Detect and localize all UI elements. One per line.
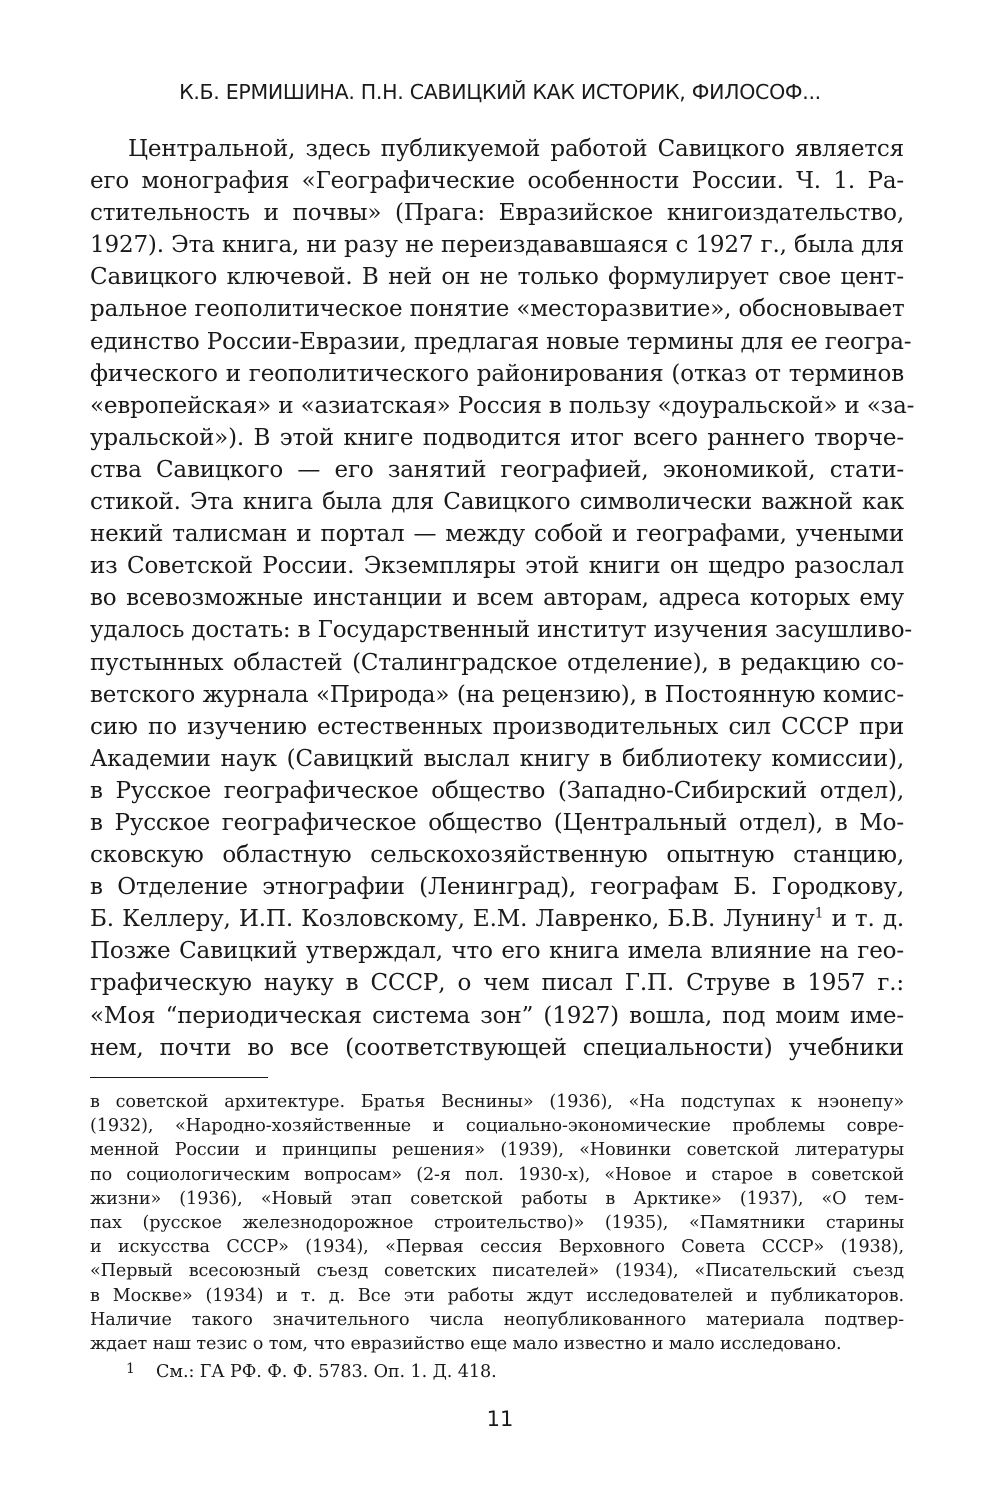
footnote-line: пах (русское железнодорожное строительство)» (1935), «Памятники старины — [90, 1212, 904, 1233]
running-head: К.Б. ЕРМИШИНА. П.Н. САВИЦКИЙ КАК ИСТОРИК, ФИЛОСОФ... — [179, 80, 821, 104]
text-line: «Моя “периодическая система зон” (1927) вошла, под моим име- — [90, 1002, 904, 1029]
footnotes — [90, 1090, 904, 1384]
text-line: в Отделение этнографии (Ленинград), географам Б. Городкову, — [90, 874, 904, 901]
footnote-line: менной России и принципы решения» (1939), «Новинки советской литературы — [90, 1140, 904, 1161]
footnote-divider — [90, 1077, 268, 1078]
text-line: его монография «Географические особенности России. Ч. 1. Ра- — [90, 168, 904, 195]
footnote-line: жизни» (1936), «Новый этап советской работы в Арктике» (1937), «О тем- — [90, 1188, 904, 1209]
text-line: удалось достать: в Государственный институт изучения засушливо- — [90, 617, 913, 644]
line-main-part: Б. Келлеру, И.П. Козловскому, Е.М. Лавренко, Б.В. Лунину — [90, 906, 815, 933]
footnote-line: (1932), «Народно-хозяйственные и социально-экономические проблемы совре- — [90, 1116, 904, 1137]
text-line: в Русское географическое общество (Западно-Сибирский отдел), — [90, 777, 904, 804]
footnote-1 — [90, 1360, 904, 1384]
text-line: стикой. Эта книга была для Савицкого символически важной как — [90, 489, 904, 516]
text-line: 1927). Эта книга, ни разу не переиздававшаяся с 1927 г., была для — [90, 232, 904, 259]
line-tail: и т. д. — [823, 906, 904, 933]
footnote-line: в советской архитектуре. Братья Веснины» (1936), «На подступах к нэонепу» — [90, 1092, 904, 1112]
text-line: ства Савицкого — его занятий географией, экономикой, стати- — [90, 456, 904, 483]
text-line: Савицкого ключевой. В ней он не только формулирует свое цент- — [90, 264, 904, 291]
text-line: Центральной, здесь публикуемой работой Савицкого является — [128, 136, 904, 162]
page-number: 11 — [486, 1407, 514, 1431]
main-text — [90, 133, 915, 1064]
text-line: «европейская» и «азиатская» Россия в пользу «доуральской» и «за- — [90, 392, 915, 419]
text-line: стительность и почвы» (Прага: Евразийское книгоиздательство, — [90, 200, 904, 227]
footnote-1-text: См.: ГА РФ. Ф. Ф. 5783. Оп. 1. Д. 418. — [156, 1362, 497, 1383]
text-line: нем, почти во все (соответствующей специальности) учебники — [90, 1034, 904, 1061]
footnote-line: «Первый всесоюзный съезд советских писателей» (1934), «Писательский съезд — [90, 1261, 904, 1282]
text-line: сковскую областную сельскохозяйственную опытную станцию, — [90, 842, 904, 869]
footnote-line: Наличие такого значительного числа неопубликованного материала подтвер- — [90, 1309, 904, 1330]
footnote-line: ждает наш тезис о том, что евразийство еще мало известно и мало исследовано. — [90, 1333, 842, 1354]
text-line: Академии наук (Савицкий выслал книгу в библиотеку комиссии), — [90, 745, 904, 772]
footnote-line: и искусства СССР» (1934), «Первая сессия Верховного Совета СССР» (1938), — [90, 1237, 904, 1258]
text-line: в Русское географическое общество (Центральный отдел), в Мо- — [90, 809, 904, 836]
footnote-ref[interactable]: 1 — [814, 905, 824, 922]
text-line: графическую науку в СССР, о чем писал Г.П. Струве в 1957 г.: — [90, 970, 904, 997]
text-line: фического и геополитического районирования (отказ от терминов — [90, 360, 904, 387]
text-line: Позже Савицкий утверждал, что его книга имела влияние на гео- — [90, 938, 904, 965]
text-line: ральное геополитическое понятие «месторазвитие», обосновывает — [90, 296, 905, 323]
text-line: уральской»). В этой книге подводится итог всего раннего творче- — [90, 424, 904, 451]
text-line: пустынных областей (Сталинградское отделение), в редакцию со- — [90, 649, 904, 676]
text-line-with-footnote — [90, 903, 904, 935]
text-line: ветского журнала «Природа» (на рецензию), в Постоянную комис- — [90, 681, 904, 708]
text-line: некий талисман и портал — между собой и географами, учеными — [90, 521, 904, 548]
text-line: сию по изучению естественных производительных сил СССР при — [90, 713, 904, 740]
footnote-line: в Москве» (1934) и т. д. Все эти работы ждут исследователей и публикаторов. — [90, 1285, 904, 1306]
footnote-marker: 1 — [126, 1361, 135, 1378]
text-line: во всевозможные инстанции и всем авторам, адреса которых ему — [90, 585, 904, 612]
footnote-line: по социологическим вопросам» (2-я пол. 1930-х), «Новое и старое в советской — [90, 1164, 904, 1185]
text-line: из Советской России. Экземпляры этой книги он щедро разослал — [90, 553, 904, 580]
text-line: единство России-Евразии, предлагая новые термины для ее геогра- — [90, 328, 912, 355]
